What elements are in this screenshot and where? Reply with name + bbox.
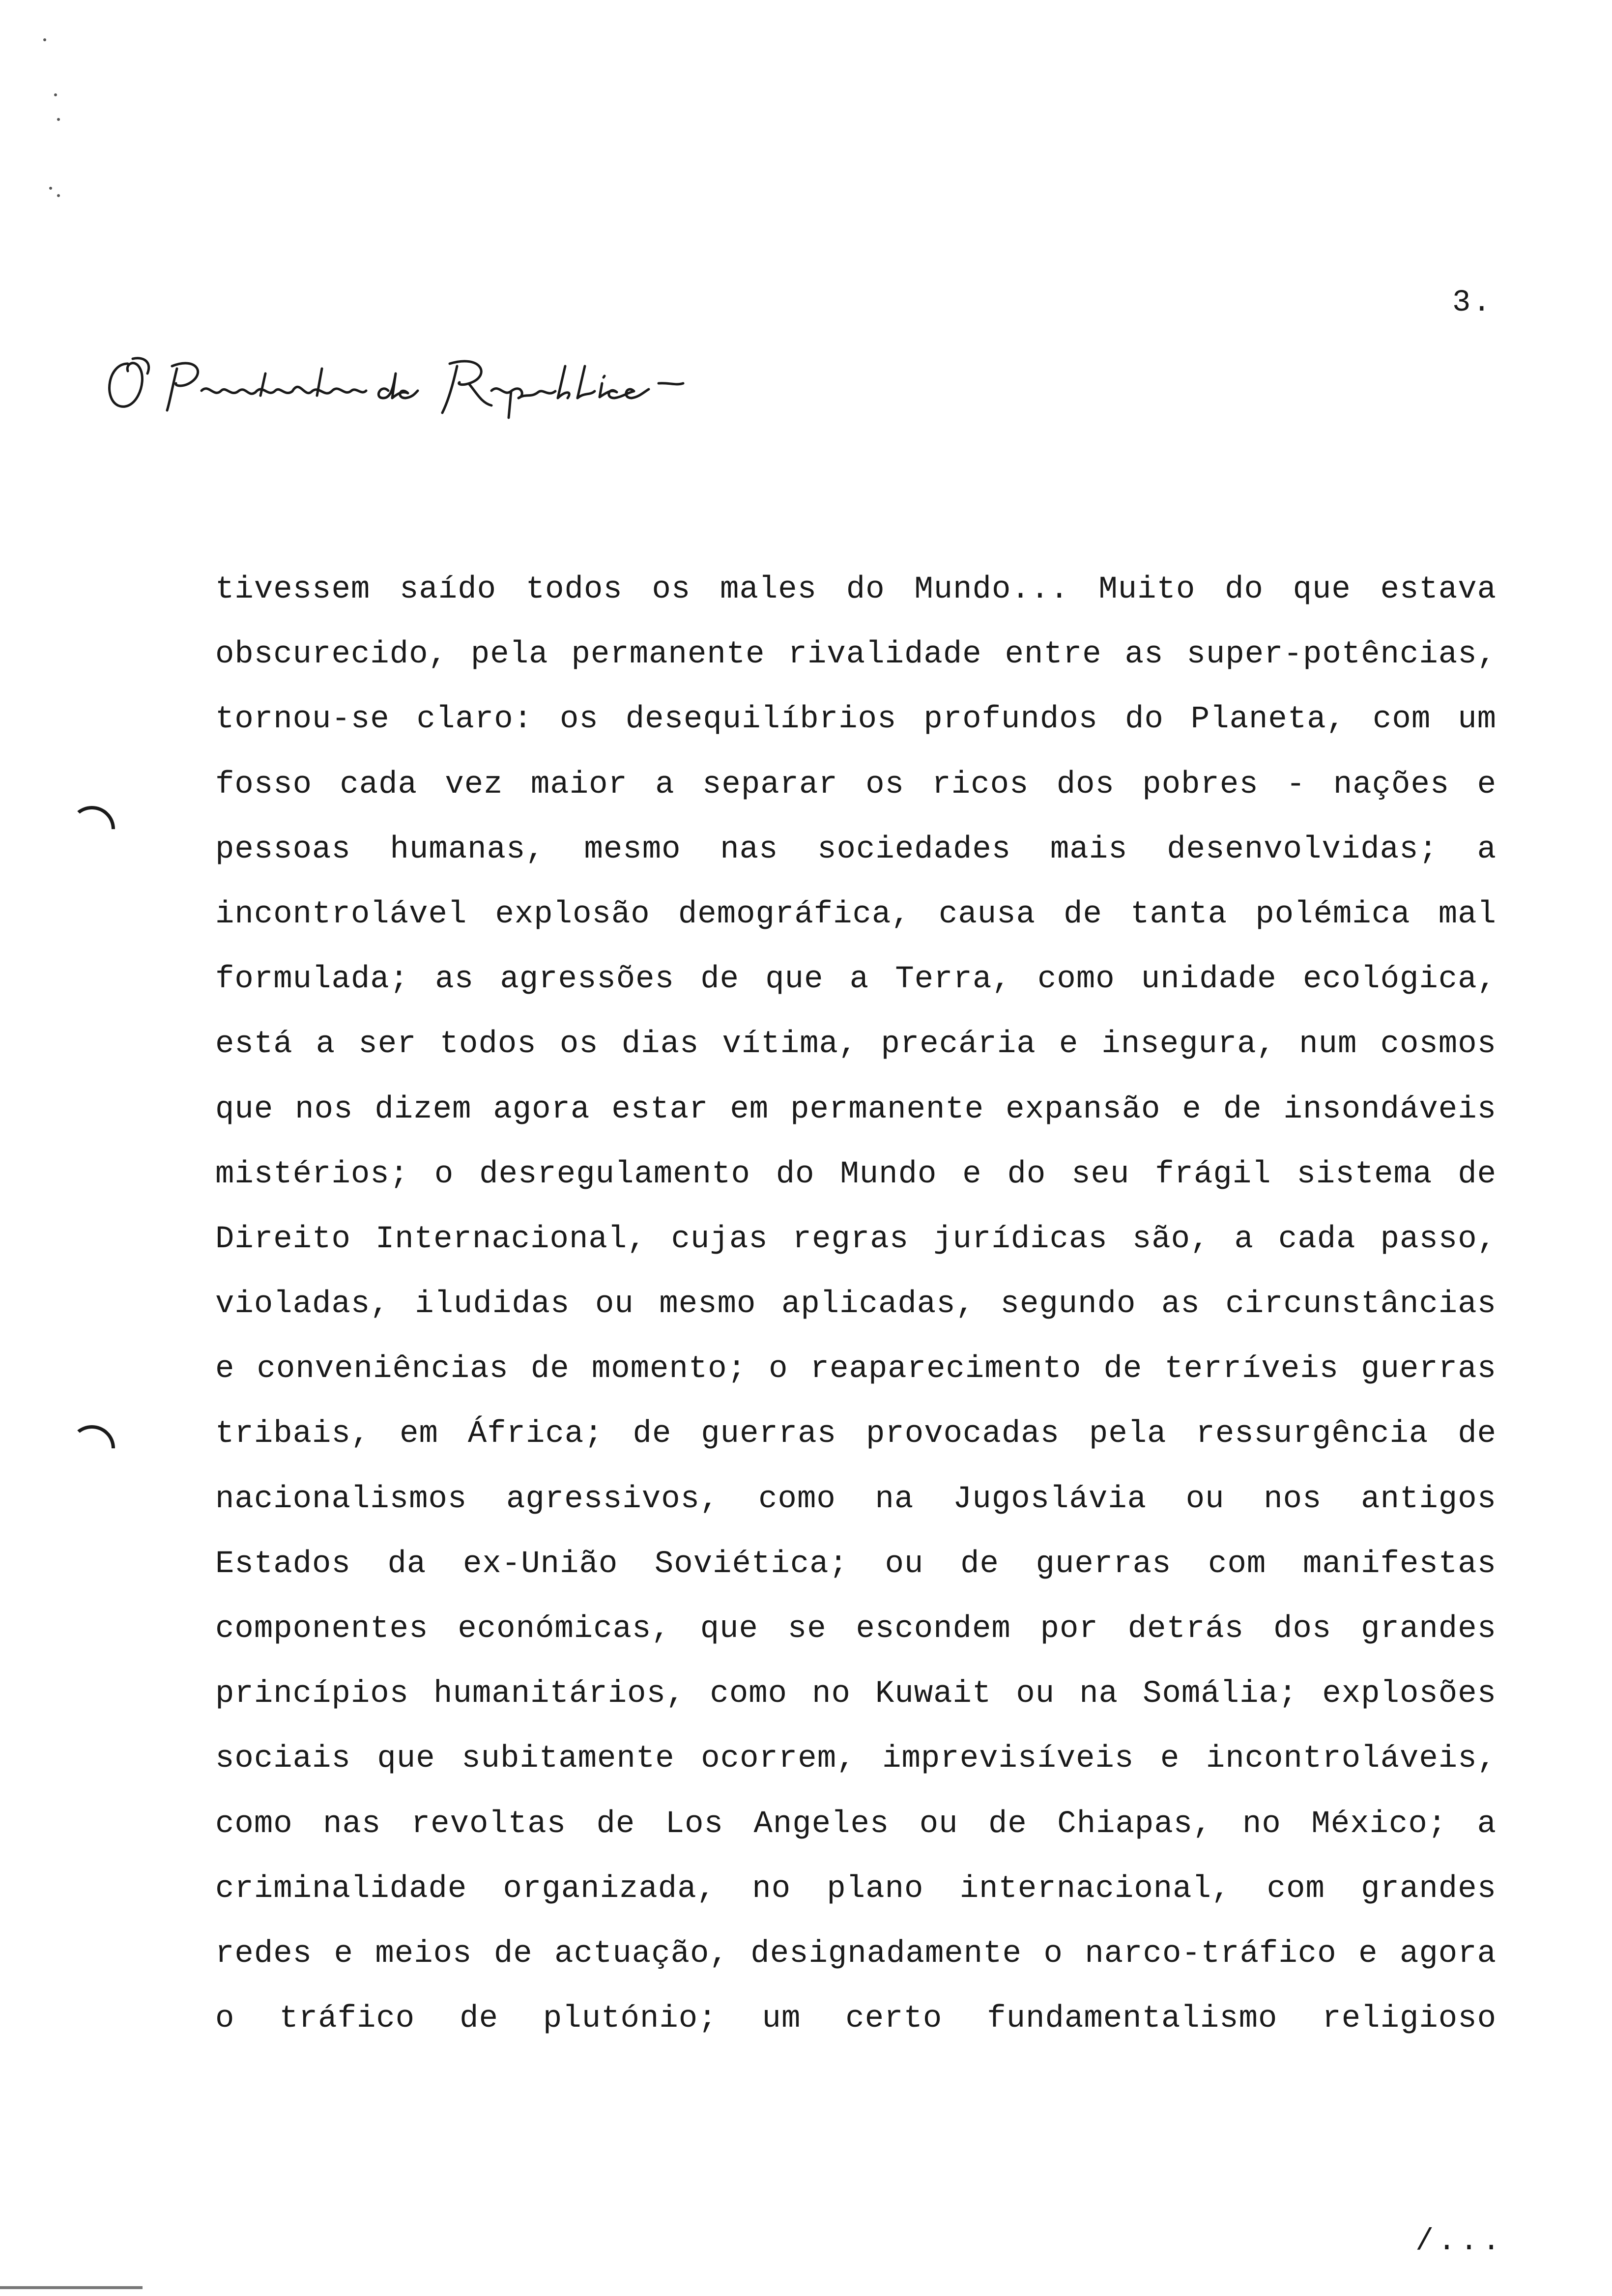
body-line: está a ser todos os dias vítima, precária e insegura, num cosmos	[215, 1027, 1497, 1062]
punch-hole-mark	[59, 1416, 125, 1481]
body-line: que nos dizem agora estar em permanente expansão e de insondáveis	[215, 1091, 1497, 1127]
body-line: princípios humanitários, como no Kuwait ou na Somália; explosões	[215, 1676, 1497, 1712]
body-line: o tráfico de plutónio; um certo fundamentalismo religioso	[215, 2001, 1497, 2037]
scan-artifact-bottom	[0, 2286, 143, 2289]
letterhead-script-drawing	[98, 344, 688, 432]
body-line: tivessem saído todos os males do Mundo... Muito do que estava	[215, 572, 1497, 607]
body-line: incontrolável explosão demográfica, causa de tanta polémica mal	[215, 896, 1497, 932]
body-line: e conveniências de momento; o reaparecimento de terríveis guerras	[215, 1351, 1497, 1387]
page-number: 3.	[1452, 285, 1493, 320]
letterhead-signature	[98, 344, 688, 432]
body-line: Estados da ex-União Soviética; ou de guerras com manifestas	[215, 1546, 1497, 1582]
body-line: como nas revoltas de Los Angeles ou de Chiapas, no México; a	[215, 1806, 1497, 1842]
scan-speck	[57, 194, 60, 197]
body-line: tornou-se claro: os desequilíbrios profundos do Planeta, com um	[215, 702, 1497, 738]
body-line: formulada; as agressões de que a Terra, como unidade ecológica,	[215, 962, 1497, 998]
scan-speck	[54, 93, 57, 96]
body-line: violadas, iludidas ou mesmo aplicadas, segundo as circunstâncias	[215, 1287, 1497, 1322]
body-line: mistérios; o desregulamento do Mundo e do seu frágil sistema de	[215, 1156, 1497, 1192]
body-line: pessoas humanas, mesmo nas sociedades mais desenvolvidas; a	[215, 832, 1497, 867]
body-line: tribais, em África; de guerras provocadas pela ressurgência de	[215, 1416, 1497, 1452]
body-line: redes e meios de actuação, designadamente o narco-tráfico e agora	[215, 1936, 1497, 1972]
body-line: componentes económicas, que se escondem por detrás dos grandes	[215, 1611, 1497, 1647]
body-line: fosso cada vez maior a separar os ricos dos pobres - nações e	[215, 767, 1497, 803]
scan-speck	[57, 118, 60, 121]
scan-speck	[43, 38, 46, 41]
body-line: Direito Internacional, cujas regras jurídicas são, a cada passo,	[215, 1221, 1497, 1257]
continuation-marker: /...	[1415, 2224, 1504, 2259]
scan-speck	[49, 187, 52, 190]
body-line: sociais que subitamente ocorrem, imprevisíveis e incontroláveis,	[215, 1741, 1497, 1777]
body-line: obscurecido, pela permanente rivalidade entre as super-potências,	[215, 637, 1497, 673]
body-line: criminalidade organizada, no plano internacional, com grandes	[215, 1871, 1497, 1907]
body-line: nacionalismos agressivos, como na Jugoslávia ou nos antigos	[215, 1481, 1497, 1517]
punch-hole-mark	[59, 797, 125, 862]
body-text	[215, 574, 1497, 2068]
